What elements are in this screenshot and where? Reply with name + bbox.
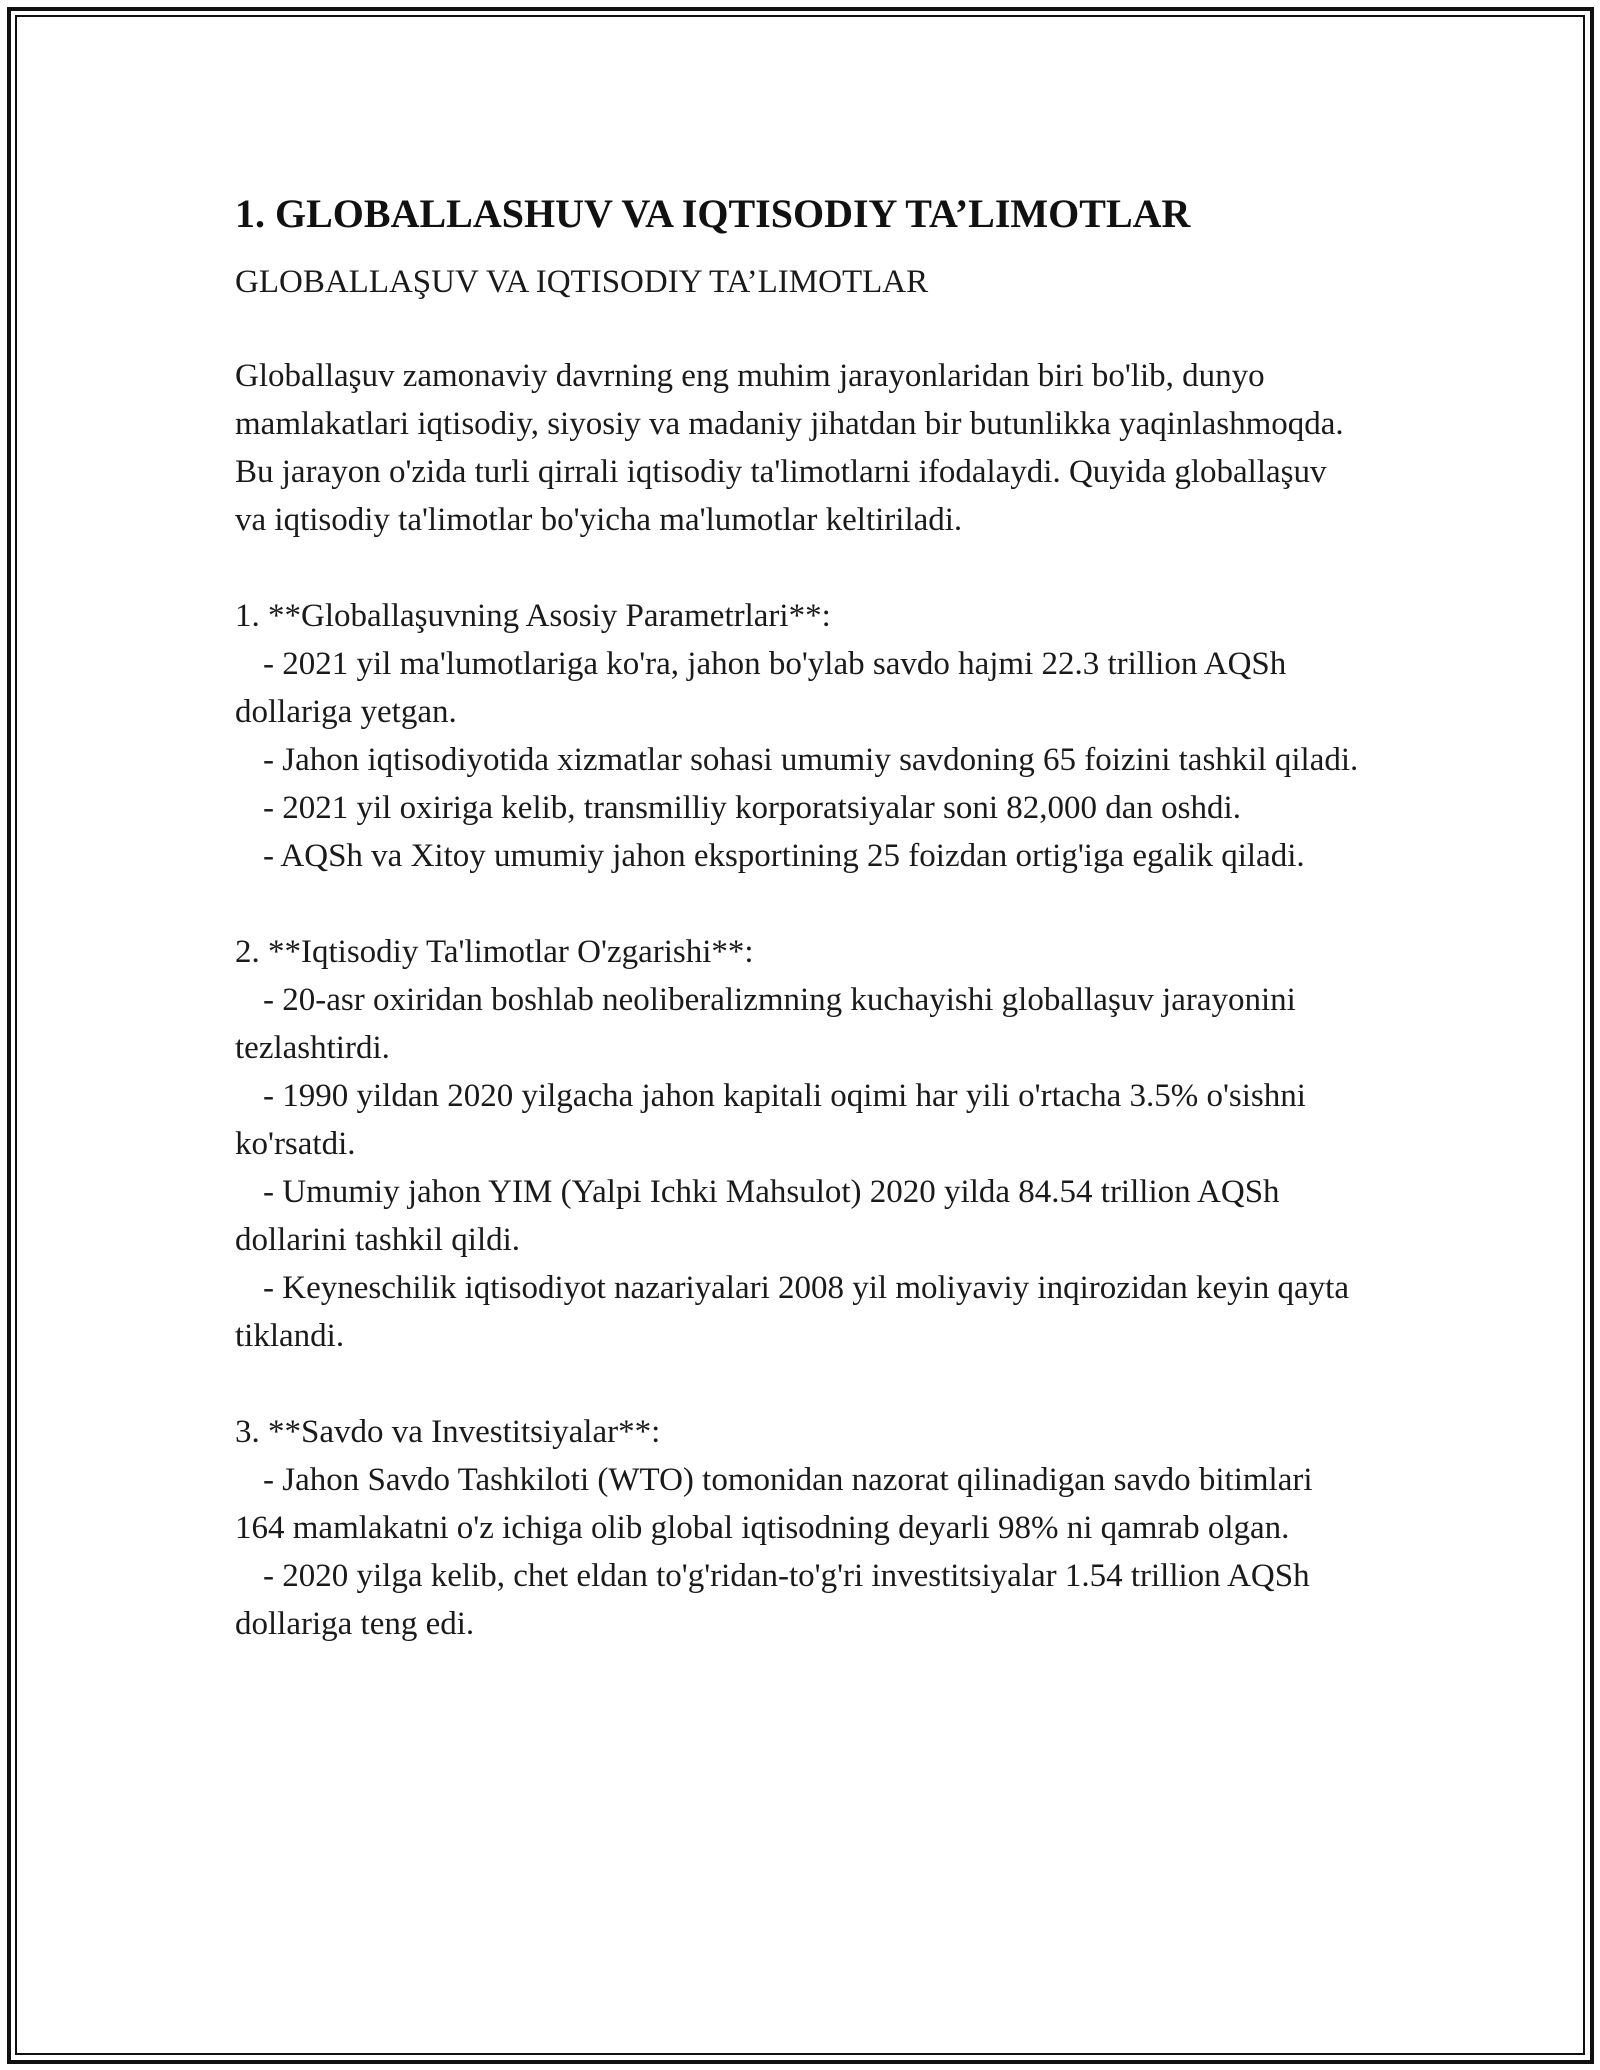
list-item: - 2021 yil oxiriga kelib, transmilliy korporatsiyalar soni 82,000 dan oshdi. xyxy=(263,790,1241,826)
list-item: - 2021 yil ma'lumotlariga ko'ra, jahon bo'ylab savdo hajmi 22.3 trillion AQSh dollariga yetgan. xyxy=(235,646,1287,730)
section-heading: 1. **Globallaşuvning Asosiy Parametrlari**: xyxy=(235,598,831,634)
document-title: 1. GLOBALLASHUV VA IQTISODIY TA’LIMOTLAR xyxy=(235,191,1191,236)
section-heading: 3. **Savdo va Investitsiyalar**: xyxy=(235,1414,661,1450)
list-item: - AQSh va Xitoy umumiy jahon eksportining 25 foizdan ortig'iga egalik qiladi. xyxy=(263,838,1305,874)
list-item: - 1990 yildan 2020 yilgacha jahon kapitali oqimi har yili o'rtacha 3.5% o'sishni ko'rsatdi. xyxy=(235,1078,1306,1162)
document-body xyxy=(235,188,1365,1648)
list-item: - 20-asr oxiridan boshlab neoliberalizmning kuchayishi globallaşuv jarayonini tezlashtirdi. xyxy=(235,982,1296,1066)
section-trade-investment xyxy=(235,1408,1365,1648)
document-subtitle: GLOBALLAŞUV VA IQTISODIY TA’LIMOTLAR xyxy=(235,264,929,300)
section-economic-doctrines xyxy=(235,928,1365,1360)
list-item: - 2020 yilga kelib, chet eldan to'g'ridan-to'g'ri investitsiyalar 1.54 trillion AQSh dollariga teng edi. xyxy=(235,1558,1310,1642)
section-heading: 2. **Iqtisodiy Ta'limotlar O'zgarishi**: xyxy=(235,934,754,970)
intro-paragraph: Globallaşuv zamonaviy davrning eng muhim jarayonlaridan biri bo'lib, dunyo mamlakatlari iqtisodiy, siyosiy va madaniy jihatdan bir butunlikka yaqinlashmoqda. Bu jarayon o'zida turli qirrali iqtisodiy ta'limotlarni ifodalaydi. Quyida globallaşuv va iqtisodiy ta'limotlar bo'yicha ma'lumotlar keltiriladi. xyxy=(235,358,1344,538)
list-item: - Jahon Savdo Tashkiloti (WTO) tomonidan nazorat qilinadigan savdo bitimlari 164 mamlakatni o'z ichiga olib global iqtisodning deyarli 98% ni qamrab olgan. xyxy=(235,1462,1313,1546)
list-item: - Jahon iqtisodiyotida xizmatlar sohasi umumiy savdoning 65 foizini tashkil qiladi. xyxy=(263,742,1359,778)
list-item: - Keyneschilik iqtisodiyot nazariyalari 2008 yil moliyaviy inqirozidan keyin qayta tiklandi. xyxy=(235,1270,1349,1354)
section-global-parameters xyxy=(235,592,1365,880)
list-item: - Umumiy jahon YIM (Yalpi Ichki Mahsulot) 2020 yilda 84.54 trillion AQSh dollarini tashkil qildi. xyxy=(235,1174,1280,1258)
